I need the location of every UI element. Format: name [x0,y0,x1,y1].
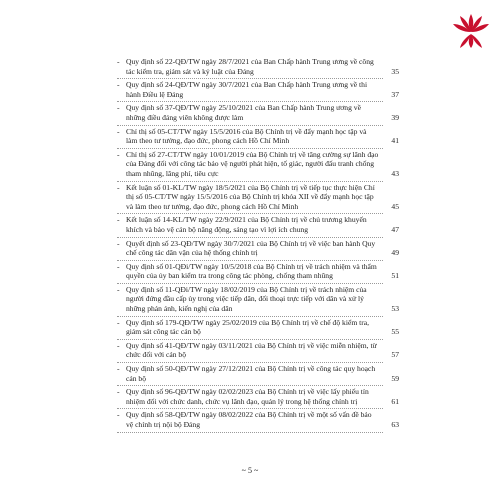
bullet-dash: - [117,80,120,90]
toc-entry-page: 63 [391,420,399,429]
toc-entry[interactable] [117,261,399,284]
bullet-dash: - [117,149,120,159]
bullet-dash: - [117,238,120,248]
toc-entry-page: 47 [391,224,399,234]
toc-entry[interactable] [117,149,399,182]
toc-entry[interactable] [117,363,399,386]
toc-entry-page: 35 [391,66,399,76]
toc-entry-title: Quy định số 11-QĐi/TW ngày 18/02/2019 của Bộ Chính trị về trách nhiệm của người đứng đầu cấp ủy trong việc tiếp dân, đối thoại trực tiếp với dân và xử lý những phản ánh, kiến nghị của dân [126,284,367,314]
toc-entry-title: Kết luận số 01-KL/TW ngày 18/5/2021 của Bộ Chính trị về tiếp tục thực hiện Chỉ thị số 05-CT/TW ngày 15/5/2016 của Bộ Chính trị khóa XII về đẩy mạnh học tập và làm theo tư tưởng, đạo đức, phong cách Hồ Chí Minh [126,182,375,211]
page-number-footer: ~ 5 ~ [241,466,259,475]
toc-entry[interactable] [117,56,399,79]
toc-entry[interactable] [117,317,399,340]
bullet-dash: - [117,215,120,225]
toc-entry-page: 51 [391,271,399,281]
bullet-dash: - [117,364,120,374]
table-of-contents [117,56,399,433]
toc-entry-title: Chỉ thị số 27-CT/TW ngày 10/01/2019 của Bộ Chính trị về tăng cường sự lãnh đạo của Đảng đối với công tác bảo vệ người phát hiện, tố giác, người đấu tranh chống tham nhũng, lãng phí, tiêu cực [126,149,379,178]
toc-entry-title: Quy định số 37-QĐ/TW ngày 25/10/2021 của Ban Chấp hành Trung ương về những điều đảng viên không được làm [126,103,361,122]
red-lotus-emblem-icon [451,10,491,50]
toc-entry-title: Quy định số 24-QĐ/TW ngày 30/7/2021 của Ban Chấp hành Trung ương về thi hành Điều lệ Đảng [126,80,368,99]
toc-entry-page: 43 [391,168,399,178]
toc-entry-title: Quy định số 179-QĐ/TW ngày 25/02/2019 của Bộ Chính trị về chế độ kiểm tra, giám sát công tác cán bộ [126,317,370,337]
toc-entry-title: Quy định số 50-QĐ/TW ngày 27/12/2021 của Bộ Chính trị về công tác quy hoạch cán bộ [126,364,376,383]
bullet-dash: - [117,126,120,136]
toc-entry-page: 49 [391,248,399,258]
toc-entry[interactable] [117,238,399,261]
toc-entry[interactable] [117,102,399,125]
bullet-dash: - [117,340,120,350]
bullet-dash: - [117,182,120,192]
toc-entry[interactable] [117,79,399,102]
toc-entry-title: Chỉ thị số 05-CT/TW ngày 15/5/2016 của Bộ Chính trị về đẩy mạnh học tập và làm theo tư tưởng, đạo đức, phong cách Hồ Chí Minh [126,126,367,146]
toc-entry-page: 41 [391,136,399,146]
toc-entry-page: 59 [391,373,399,383]
bullet-dash: - [117,261,120,271]
toc-entry[interactable] [117,340,399,363]
toc-entry-title: Quy định số 58-QĐ/TW ngày 08/02/2022 của Bộ Chính trị về một số vấn đề bảo vệ chính trị nội bộ Đảng [126,410,372,429]
toc-entry-title: Quy định số 22-QĐ/TW ngày 28/7/2021 của Ban Chấp hành Trung ương về công tác kiểm tra, giám sát và kỷ luật của Đảng [126,57,374,76]
toc-entry[interactable] [117,386,399,409]
bullet-dash: - [117,57,120,66]
toc-entry[interactable] [117,182,399,215]
toc-entry-page: 45 [391,201,399,211]
bullet-dash: - [117,103,120,113]
toc-entry-page: 55 [391,327,399,337]
toc-entry-page: 37 [391,89,399,99]
toc-entry[interactable] [117,409,399,432]
toc-entry[interactable] [117,126,399,149]
toc-entry-page: 53 [391,304,399,314]
toc-entry-title: Quy định số 96-QĐ/TW ngày 02/02/2023 của Bộ Chính trị về việc lấy phiếu tín nhiệm đối với chức danh, chức vụ lãnh đạo, quản lý trong hệ thống chính trị [126,387,369,406]
toc-entry-page: 61 [391,396,399,406]
bullet-dash: - [117,410,120,420]
toc-entry[interactable] [117,284,399,317]
toc-entry-title: Quy định số 41-QĐ/TW ngày 03/11/2021 của Bộ Chính trị về việc miễn nhiệm, từ chức đối với cán bộ [126,340,377,360]
toc-entry-title: Quyết định số 23-QĐ/TW ngày 30/7/2021 của Bộ Chính trị về việc ban hành Quy chế công tác dân vận của hệ thống chính trị [126,238,376,258]
toc-entry[interactable] [117,214,399,237]
bullet-dash: - [117,317,120,327]
toc-entry-title: Quy định số 01-QĐi/TW ngày 10/5/2018 của Bộ Chính trị về trách nhiệm và thẩm quyền của ủy ban kiểm tra trong công tác phòng, chống tham nhũng [126,261,377,281]
toc-entry-title: Kết luận số 14-KL/TW ngày 22/9/2021 của Bộ Chính trị về chủ trương khuyến khích và bảo vệ cán bộ năng động, sáng tạo vì lợi ích chung [126,215,367,234]
bullet-dash: - [117,284,120,294]
toc-entry-page: 57 [391,350,399,360]
bullet-dash: - [117,387,120,397]
toc-entry-page: 39 [391,112,399,122]
